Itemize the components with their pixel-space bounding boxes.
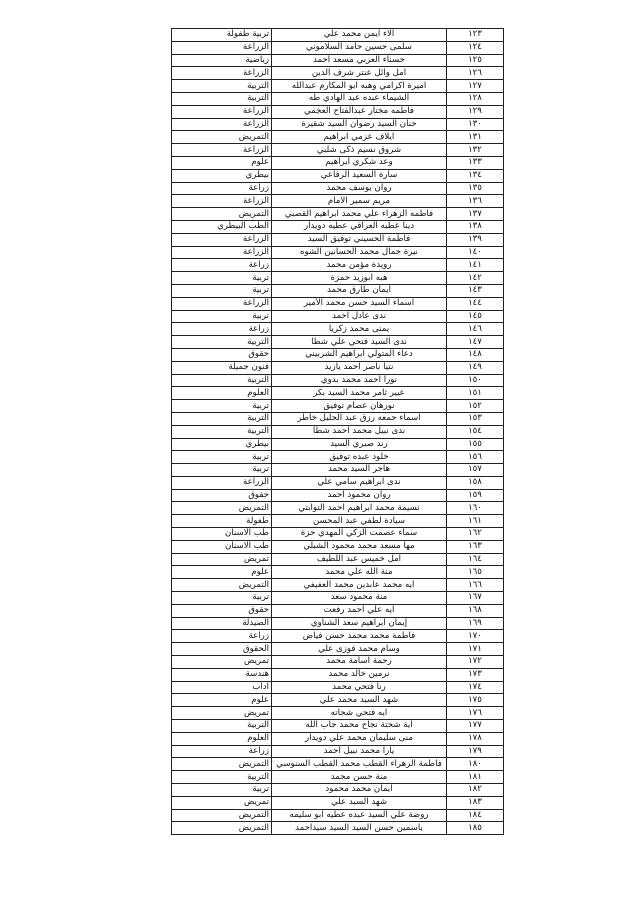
student-name: حنان السيد رضوان السيد شقيرة xyxy=(272,118,447,131)
row-number: ١٨٢ xyxy=(447,784,504,797)
faculty: الزراعة xyxy=(172,297,272,310)
row-number: ١٣٢ xyxy=(447,144,504,157)
table-row xyxy=(172,169,504,182)
faculty: التمريض xyxy=(172,208,272,221)
student-name: نورهان عصام توفيق xyxy=(272,400,447,413)
table-row xyxy=(172,131,504,144)
student-name: وعد شكري ابراهيم xyxy=(272,156,447,169)
row-number: ١٥٥ xyxy=(447,438,504,451)
row-number: ١٧٨ xyxy=(447,732,504,745)
student-name: ايلاف عزمي ابراهيم xyxy=(272,131,447,144)
student-name: ندى السيد فتحي علي شطا xyxy=(272,336,447,349)
row-number: ١٧٦ xyxy=(447,707,504,720)
student-name: مها مسعد محمد محمود الشبلي xyxy=(272,540,447,553)
row-number: ١٣٤ xyxy=(447,169,504,182)
student-name: حسناء العربي مسعد احمد xyxy=(272,54,447,67)
student-name: روان محمود احمد xyxy=(272,489,447,502)
student-name: شروق نسيم ذكى شلبي xyxy=(272,144,447,157)
faculty: العلوم xyxy=(172,732,272,745)
row-number: ١٢٦ xyxy=(447,67,504,80)
table-row xyxy=(172,784,504,797)
table-row xyxy=(172,502,504,515)
table-row xyxy=(172,195,504,208)
table-row xyxy=(172,464,504,477)
row-number: ١٤٠ xyxy=(447,246,504,259)
student-name: ايه علي احمد رفعت xyxy=(272,604,447,617)
row-number: ١٣٩ xyxy=(447,233,504,246)
student-name: ايمان محمد محمود xyxy=(272,784,447,797)
table-row xyxy=(172,400,504,413)
table-row xyxy=(172,361,504,374)
student-name: نسيمة محمد ابراهيم احمد التوابتي xyxy=(272,502,447,515)
table-row xyxy=(172,284,504,297)
table-row xyxy=(172,156,504,169)
faculty: الطب البيطري xyxy=(172,220,272,233)
faculty: الزراعة xyxy=(172,118,272,131)
table-row xyxy=(172,796,504,809)
table-row xyxy=(172,707,504,720)
table-row xyxy=(172,656,504,669)
student-name: مريم سمير الامام xyxy=(272,195,447,208)
faculty: الزراعة xyxy=(172,105,272,118)
faculty: الصيدلة xyxy=(172,617,272,630)
student-name: شهد السيد علي xyxy=(272,796,447,809)
table-row xyxy=(172,387,504,400)
table-row xyxy=(172,67,504,80)
faculty: تمريض xyxy=(172,553,272,566)
student-name: فاطمة الزهراء القطب محمد القطب السنوسي xyxy=(272,758,447,771)
faculty: تربية طفولة xyxy=(172,29,272,42)
row-number: ١٦٦ xyxy=(447,579,504,592)
student-name: نورا احمد محمد بدوي xyxy=(272,374,447,387)
faculty: التربية xyxy=(172,374,272,387)
student-name: الاء ايمن محمد علي xyxy=(272,29,447,42)
student-name: امل وائل عنتر شرف الدين xyxy=(272,67,447,80)
faculty: طفولة xyxy=(172,515,272,528)
row-number: ١٥٣ xyxy=(447,412,504,425)
faculty: تربية xyxy=(172,310,272,323)
faculty: حقوق xyxy=(172,489,272,502)
student-name: خلود عبده توفيق xyxy=(272,451,447,464)
student-name: منة حسن محمد xyxy=(272,771,447,784)
student-name: رحمة اسامة محمد xyxy=(272,656,447,669)
row-number: ١٣٥ xyxy=(447,182,504,195)
student-name: اية شحتة نجاح محمد جاب الله xyxy=(272,720,447,733)
student-name: نتيا ناصر احمد يازيد xyxy=(272,361,447,374)
row-number: ١٧٠ xyxy=(447,630,504,643)
student-name: شهد السيد محمد علي xyxy=(272,694,447,707)
table-row xyxy=(172,643,504,656)
student-name: سارة السعيد الرفاعي xyxy=(272,169,447,182)
student-name: يمنى محمد زكريا xyxy=(272,323,447,336)
table-row xyxy=(172,182,504,195)
table-row xyxy=(172,745,504,758)
table-row xyxy=(172,476,504,489)
row-number: ١٨٠ xyxy=(447,758,504,771)
row-number: ١٢٨ xyxy=(447,92,504,105)
row-number: ١٤٨ xyxy=(447,348,504,361)
row-number: ١٥٠ xyxy=(447,374,504,387)
table-row xyxy=(172,92,504,105)
student-name: منة محمود سعد xyxy=(272,592,447,605)
table-row xyxy=(172,758,504,771)
faculty: زراعة xyxy=(172,323,272,336)
student-name: فاطمة الحسيني توفيق السيد xyxy=(272,233,447,246)
table-row xyxy=(172,54,504,67)
roster-body xyxy=(172,29,504,835)
table-row xyxy=(172,246,504,259)
student-name: ايه محمد عابدين محمد العفيفي xyxy=(272,579,447,592)
faculty: تربية xyxy=(172,592,272,605)
row-number: ١٧١ xyxy=(447,643,504,656)
row-number: ١٥٤ xyxy=(447,425,504,438)
faculty: تمريض xyxy=(172,707,272,720)
row-number: ١٦٤ xyxy=(447,553,504,566)
table-row xyxy=(172,668,504,681)
student-name: هبه ابوزيد حمزة xyxy=(272,272,447,285)
student-name: ندى ابراهيم سامي علي xyxy=(272,476,447,489)
faculty: التربية xyxy=(172,425,272,438)
faculty: التمريض xyxy=(172,758,272,771)
table-row xyxy=(172,310,504,323)
faculty: تربية xyxy=(172,272,272,285)
table-row xyxy=(172,80,504,93)
table-row xyxy=(172,515,504,528)
table-row xyxy=(172,694,504,707)
faculty: تربية xyxy=(172,284,272,297)
faculty: الزراعة xyxy=(172,67,272,80)
row-number: ١٣٧ xyxy=(447,208,504,221)
faculty: حقوق xyxy=(172,604,272,617)
row-number: ١٣١ xyxy=(447,131,504,144)
row-number: ١٧٧ xyxy=(447,720,504,733)
faculty: بيطري xyxy=(172,169,272,182)
row-number: ١٤٥ xyxy=(447,310,504,323)
faculty: الزراعة xyxy=(172,144,272,157)
table-row xyxy=(172,630,504,643)
faculty: الزراعة xyxy=(172,195,272,208)
faculty: تربية xyxy=(172,464,272,477)
faculty: التربية xyxy=(172,720,272,733)
student-roster-table xyxy=(171,28,504,835)
row-number: ١٢٥ xyxy=(447,54,504,67)
table-row xyxy=(172,528,504,541)
table-row xyxy=(172,144,504,157)
student-name: رويدة مؤمن محمد xyxy=(272,259,447,272)
faculty: علوم xyxy=(172,156,272,169)
row-number: ١٦٥ xyxy=(447,566,504,579)
row-number: ١٨٣ xyxy=(447,796,504,809)
student-name: سلمى حسين حامد السلاموني xyxy=(272,41,447,54)
student-name: فاطمة محمد محمد حسن فياض xyxy=(272,630,447,643)
row-number: ١٥٩ xyxy=(447,489,504,502)
table-row xyxy=(172,348,504,361)
student-name: دعاء المتولي ابراهيم الشربيني xyxy=(272,348,447,361)
table-row xyxy=(172,118,504,131)
row-number: ١٤٤ xyxy=(447,297,504,310)
faculty: التمريض xyxy=(172,822,272,835)
table-row xyxy=(172,540,504,553)
student-name: ايه فتحي شحاته xyxy=(272,707,447,720)
faculty: التربية xyxy=(172,771,272,784)
row-number: ١٤٧ xyxy=(447,336,504,349)
row-number: ١٤٩ xyxy=(447,361,504,374)
student-name: نرمين خالد محمد xyxy=(272,668,447,681)
student-name: روضة علي السيد عبده عطيه ابو سليمه xyxy=(272,809,447,822)
student-name: وسام محمد فوزى علي xyxy=(272,643,447,656)
table-row xyxy=(172,272,504,285)
table-row xyxy=(172,374,504,387)
table-row xyxy=(172,412,504,425)
faculty: رياضية xyxy=(172,54,272,67)
faculty: زراعة xyxy=(172,745,272,758)
table-row xyxy=(172,553,504,566)
table-row xyxy=(172,29,504,42)
student-name: إيمان ابراهيم سعد الشناوي xyxy=(272,617,447,630)
faculty: الزراعة xyxy=(172,233,272,246)
faculty: زراعة xyxy=(172,259,272,272)
faculty: تمريض xyxy=(172,656,272,669)
row-number: ١٣٣ xyxy=(447,156,504,169)
student-name: ياسمين حسن السيد السيد سيداحمد xyxy=(272,822,447,835)
row-number: ١٨١ xyxy=(447,771,504,784)
row-number: ١٥٦ xyxy=(447,451,504,464)
row-number: ١٧٤ xyxy=(447,681,504,694)
table-row xyxy=(172,604,504,617)
student-name: اسماء السيد حسن محمد الأمير xyxy=(272,297,447,310)
faculty: التمريض xyxy=(172,502,272,515)
faculty: زراعة xyxy=(172,630,272,643)
table-row xyxy=(172,822,504,835)
row-number: ١٨٥ xyxy=(447,822,504,835)
faculty: طب الاسنان xyxy=(172,540,272,553)
student-name: ايمان طارق محمد xyxy=(272,284,447,297)
table-row xyxy=(172,41,504,54)
student-name: دينا عطيه العراقي عطيه دويدار xyxy=(272,220,447,233)
row-number: ١٤٦ xyxy=(447,323,504,336)
faculty: علوم xyxy=(172,694,272,707)
table-row xyxy=(172,579,504,592)
faculty: علوم xyxy=(172,566,272,579)
row-number: ١٨٤ xyxy=(447,809,504,822)
row-number: ١٥٧ xyxy=(447,464,504,477)
faculty: الزراعة xyxy=(172,246,272,259)
table-row xyxy=(172,732,504,745)
table-row xyxy=(172,592,504,605)
row-number: ١٣٨ xyxy=(447,220,504,233)
row-number: ١٤١ xyxy=(447,259,504,272)
faculty: التمريض xyxy=(172,131,272,144)
table-row xyxy=(172,233,504,246)
faculty: فنون جميلة xyxy=(172,361,272,374)
student-name: فاطمه الزهراء علي محمد ابراهيم القصبي xyxy=(272,208,447,221)
table-row xyxy=(172,336,504,349)
faculty: التمريض xyxy=(172,809,272,822)
faculty: التربية xyxy=(172,336,272,349)
table-row xyxy=(172,425,504,438)
table-row xyxy=(172,438,504,451)
table-row xyxy=(172,297,504,310)
table-row xyxy=(172,809,504,822)
student-name: ندى نبيل محمد احمد شطا xyxy=(272,425,447,438)
row-number: ١٢٩ xyxy=(447,105,504,118)
row-number: ١٤٢ xyxy=(447,272,504,285)
faculty: طب الاسنان xyxy=(172,528,272,541)
faculty: بيطري xyxy=(172,438,272,451)
faculty: حقوق xyxy=(172,348,272,361)
row-number: ١٢٤ xyxy=(447,41,504,54)
table-row xyxy=(172,259,504,272)
row-number: ١٦٠ xyxy=(447,502,504,515)
student-name: رنا فتحي محمد xyxy=(272,681,447,694)
student-name: ندى عادل احمد xyxy=(272,310,447,323)
faculty: تربية xyxy=(172,400,272,413)
student-name: سيادة لطفي عبد المحسن xyxy=(272,515,447,528)
faculty: زراعة xyxy=(172,182,272,195)
table-row xyxy=(172,220,504,233)
row-number: ١٣٠ xyxy=(447,118,504,131)
row-number: ١٢٧ xyxy=(447,80,504,93)
table-row xyxy=(172,771,504,784)
table-row xyxy=(172,208,504,221)
row-number: ١٧٢ xyxy=(447,656,504,669)
row-number: ١٦٣ xyxy=(447,540,504,553)
student-name: اسماء جمعه رزق عبد الجليل خاطر xyxy=(272,412,447,425)
faculty: تمريض xyxy=(172,796,272,809)
student-name: رند صبري السيد xyxy=(272,438,447,451)
faculty: تربية xyxy=(172,784,272,797)
table-row xyxy=(172,617,504,630)
row-number: ١٥١ xyxy=(447,387,504,400)
table-row xyxy=(172,451,504,464)
student-name: اميرة اكرامي وهبه ابو المكارم عبدالله xyxy=(272,80,447,93)
table-row xyxy=(172,566,504,579)
student-name: امل خميس عبد اللطيف xyxy=(272,553,447,566)
row-number: ١٥٨ xyxy=(447,476,504,489)
student-name: سماء عصمت الزكي المهدي حزة xyxy=(272,528,447,541)
faculty: العلوم xyxy=(172,387,272,400)
faculty: التربية xyxy=(172,80,272,93)
faculty: هندسة xyxy=(172,668,272,681)
row-number: ١٦١ xyxy=(447,515,504,528)
table-row xyxy=(172,720,504,733)
faculty: الحقوق xyxy=(172,643,272,656)
row-number: ١٦٢ xyxy=(447,528,504,541)
row-number: ١٧٣ xyxy=(447,668,504,681)
student-name: يارا محمد نبيل احمد xyxy=(272,745,447,758)
table-row xyxy=(172,489,504,502)
faculty: الزراعة xyxy=(172,476,272,489)
student-name: روان يوسف محمد xyxy=(272,182,447,195)
row-number: ١٦٨ xyxy=(447,604,504,617)
faculty: التربية xyxy=(172,92,272,105)
faculty: التربية xyxy=(172,412,272,425)
faculty: تربية xyxy=(172,451,272,464)
student-name: نيرة جمال محمد الحسانين الشوه xyxy=(272,246,447,259)
table-row xyxy=(172,681,504,694)
row-number: ١٣٦ xyxy=(447,195,504,208)
faculty: التمريض xyxy=(172,579,272,592)
table-row xyxy=(172,323,504,336)
row-number: ١٧٥ xyxy=(447,694,504,707)
faculty: الزراعة xyxy=(172,41,272,54)
table-row xyxy=(172,105,504,118)
student-name: الشيماء عبده عبد الهادي طه xyxy=(272,92,447,105)
row-number: ١٤٣ xyxy=(447,284,504,297)
row-number: ١٧٩ xyxy=(447,745,504,758)
student-name: هاجر السيد محمد xyxy=(272,464,447,477)
student-name: فاطمه مختار عبدالفتاح العجمي xyxy=(272,105,447,118)
student-name: عبير ثامر محمد السيد بكر xyxy=(272,387,447,400)
student-name: منة الله علي محمد xyxy=(272,566,447,579)
row-number: ١٦٩ xyxy=(447,617,504,630)
student-name: منى سليمان محمد علي دويدار xyxy=(272,732,447,745)
row-number: ١٦٧ xyxy=(447,592,504,605)
row-number: ١٥٢ xyxy=(447,400,504,413)
faculty: اداب xyxy=(172,681,272,694)
row-number: ١٢٣ xyxy=(447,29,504,42)
